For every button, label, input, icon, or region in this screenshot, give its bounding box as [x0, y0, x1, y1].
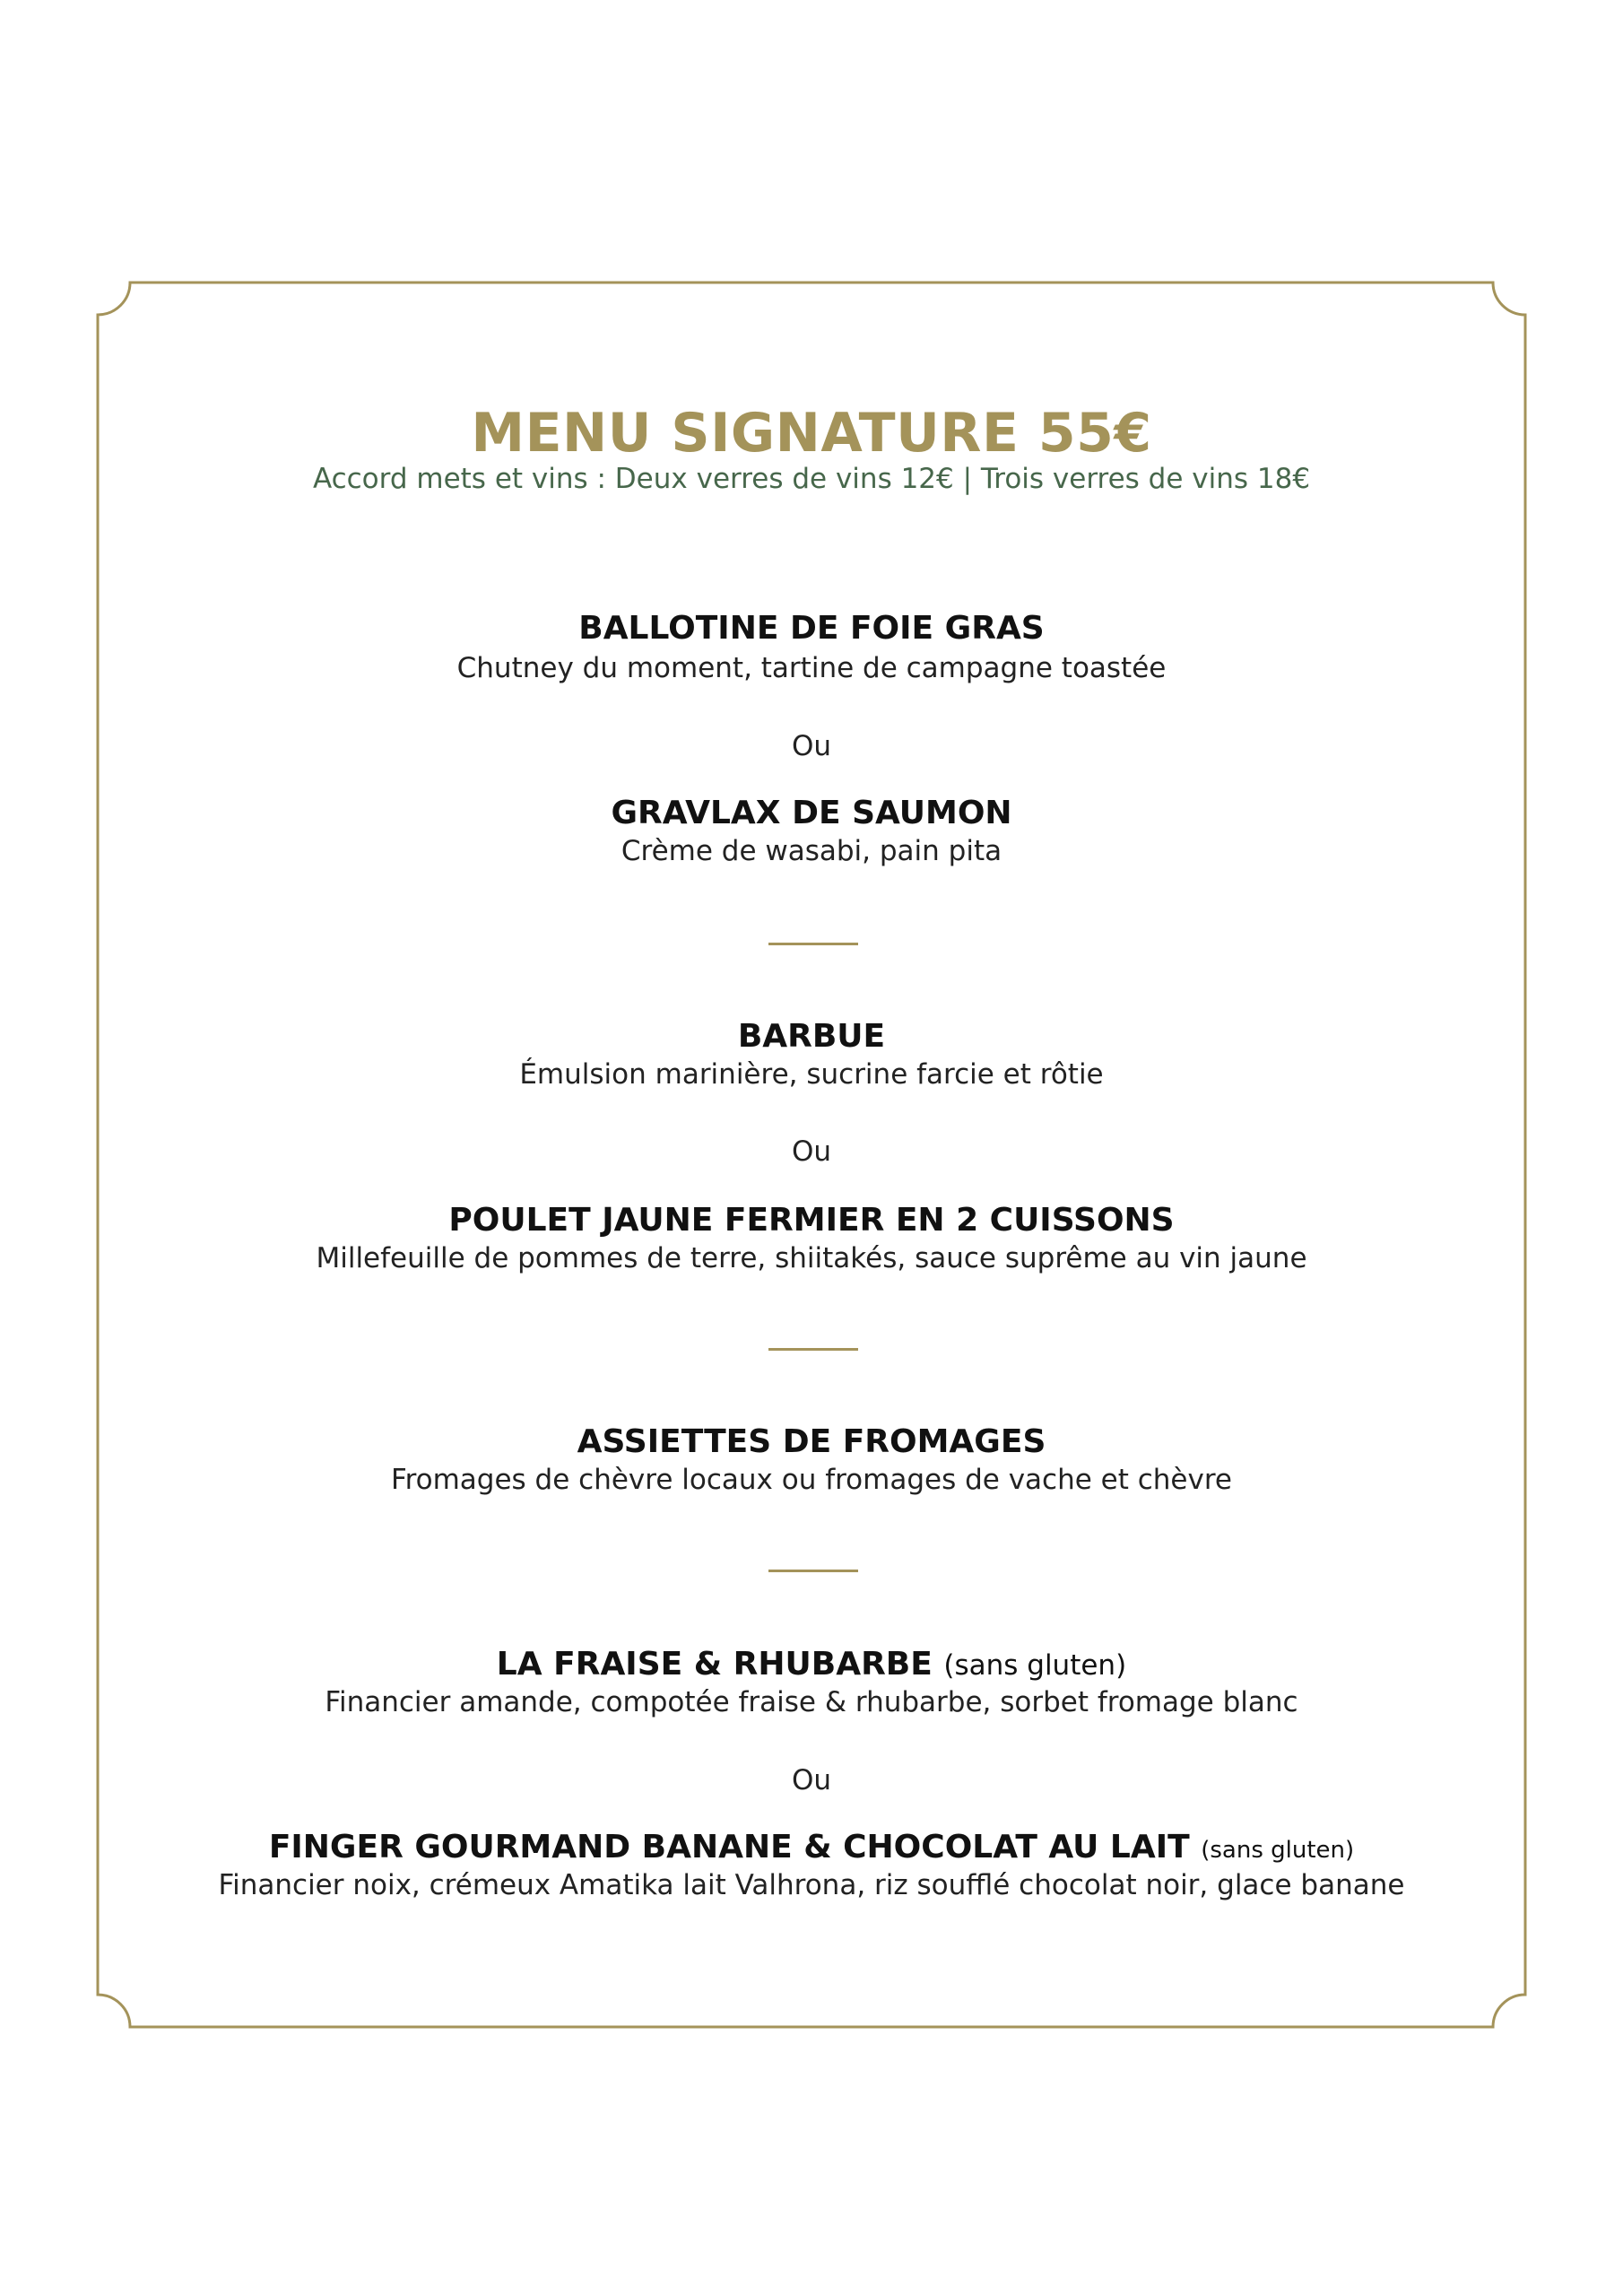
- dish-fraise-rhubarbe-name: LA FRAISE & RHUBARBE: [496, 1646, 933, 1683]
- dish-fromages-name: ASSIETTES DE FROMAGES: [577, 1423, 1046, 1460]
- dish-fraise-rhubarbe: [0, 1646, 1623, 1683]
- dish-ballotine-name: BALLOTINE DE FOIE GRAS: [578, 610, 1045, 647]
- dish-fromages-description: Fromages de chèvre locaux ou fromages de vache et chèvre: [391, 1464, 1232, 1496]
- dish-gravlax-name: GRAVLAX DE SAUMON: [611, 795, 1012, 831]
- wine-pairing-info: Accord mets et vins : Deux verres de vins 12€ | Trois verres de vins 18€: [312, 463, 1311, 495]
- course-divider: [768, 1348, 858, 1351]
- or-separator-desserts: Ou: [791, 1764, 832, 1796]
- dish-poulet-name: POULET JAUNE FERMIER EN 2 CUISSONS: [448, 1202, 1175, 1239]
- or-separator-starters: Ou: [791, 730, 832, 762]
- course-divider: [768, 943, 858, 945]
- menu-title: MENU SIGNATURE 55€: [471, 402, 1152, 465]
- dish-finger-gourmand: [0, 1829, 1623, 1866]
- or-separator-mains: Ou: [791, 1135, 832, 1168]
- dish-finger-gourmand-name: FINGER GOURMAND BANANE & CHOCOLAT AU LAIT: [268, 1829, 1190, 1866]
- dish-fraise-rhubarbe-gluten-note: (sans gluten): [943, 1649, 1127, 1682]
- dish-fraise-rhubarbe-description: Financier amande, compotée fraise & rhubarbe, sorbet fromage blanc: [325, 1686, 1298, 1718]
- dish-barbue-name: BARBUE: [737, 1018, 886, 1055]
- dish-finger-gourmand-gluten-note: (sans gluten): [1201, 1837, 1355, 1864]
- dish-poulet-description: Millefeuille de pommes de terre, shiitakés, sauce suprême au vin jaune: [316, 1242, 1307, 1274]
- dish-barbue-description: Émulsion marinière, sucrine farcie et rôtie: [519, 1058, 1104, 1091]
- dish-ballotine-description: Chutney du moment, tartine de campagne toastée: [456, 652, 1167, 684]
- dish-finger-gourmand-description: Financier noix, crémeux Amatika lait Valhrona, riz soufflé chocolat noir, glace banane: [218, 1869, 1405, 1901]
- dish-gravlax-description: Crème de wasabi, pain pita: [621, 835, 1002, 867]
- course-divider: [768, 1570, 858, 1572]
